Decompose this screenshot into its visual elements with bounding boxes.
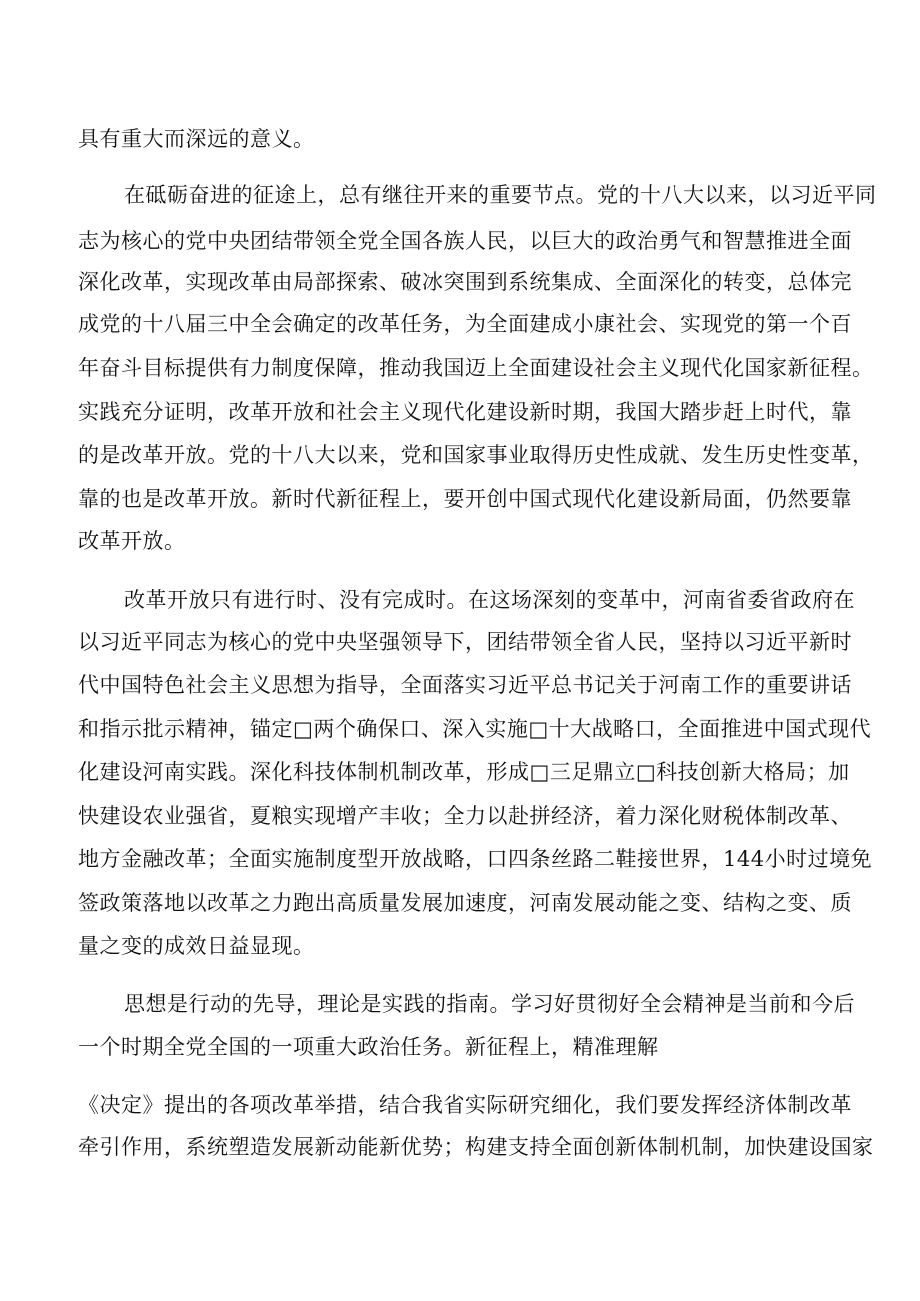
paragraph-line: 思想是行动的先导，理论是实践的指南。学习好贯彻好全会精神是当前和今后: [124, 992, 855, 1016]
paragraph-line: 《决定》提出的各项改革举措，结合我省实际研究细化，我们要发挥经济体制改革: [78, 1093, 852, 1117]
paragraph-line: 深化改革，实现改革由局部探索、破冰突围到系统集成、全面深化的转变，总体完: [78, 270, 852, 294]
paragraph-line: 年奋斗目标提供有力制度保障，推动我国迈上全面建设社会主义现代化国家新征程。: [78, 356, 874, 380]
paragraph-line: 的是改革开放。党的十八大以来，党和国家事业取得历史性成就、发生历史性变革，: [78, 443, 874, 467]
paragraph-line: 改革开放。: [78, 529, 186, 553]
paragraph-line: 化建设河南实践。深化科技体制机制改革，形成□三足鼎立□科技创新大格局；加: [78, 760, 850, 784]
paragraph-line: 一个时期全党全国的一项重大政治任务。新征程上，精准理解: [78, 1035, 659, 1059]
paragraph-line: 签政策落地以改革之力跑出高质量发展加速度，河南发展动能之变、结构之变、质: [78, 891, 852, 915]
paragraph-line: 成党的十八届三中全会确定的改革任务，为全面建成小康社会、实现党的第一个百: [78, 312, 852, 336]
paragraph-line: 实践充分证明，改革开放和社会主义现代化建设新时期，我国大踏步赶上时代，靠: [78, 400, 852, 424]
paragraph-line: 以习近平同志为核心的党中央坚强领导下，团结带领全省人民，坚持以习近平新时: [78, 630, 852, 654]
paragraph-line: 牵引作用，系统塑造发展新动能新优势；构建支持全面创新体制机制，加快建设国家: [78, 1135, 874, 1159]
paragraph-line: 在砥砺奋进的征途上，总有继往开来的重要节点。党的十八大以来，以习近平同: [124, 183, 877, 207]
paragraph-line: 靠的也是改革开放。新时代新征程上，要开创中国式现代化建设新局面，仍然要靠: [78, 487, 852, 511]
paragraph-line: 和指示批示精神，锚定□两个确保口、深入实施□十大战略口，全面推进中国式现代: [78, 717, 872, 741]
paragraph-line: 志为核心的党中央团结带领全党全国各族人民，以巨大的政治勇气和智慧推进全面: [78, 229, 852, 253]
paragraph-line: 快建设农业强省，夏粮实现增产丰收；全力以赴拼经济，着力深化财税体制改革、: [78, 804, 852, 828]
paragraph-line: 代中国特色社会主义思想为指导，全面落实习近平总书记关于河南工作的重要讲话: [78, 673, 852, 697]
paragraph-line: 量之变的成效日益显现。: [78, 934, 315, 958]
paragraph-line: 改革开放只有进行时、没有完成时。在这场深刻的变革中，河南省委省政府在: [124, 588, 855, 612]
paragraph-line: 地方金融改革；全面实施制度型开放战略，口四条丝路二鞋接世界，144小时过境免: [78, 847, 873, 871]
paragraph-line: 具有重大而深远的意义。: [78, 127, 315, 151]
